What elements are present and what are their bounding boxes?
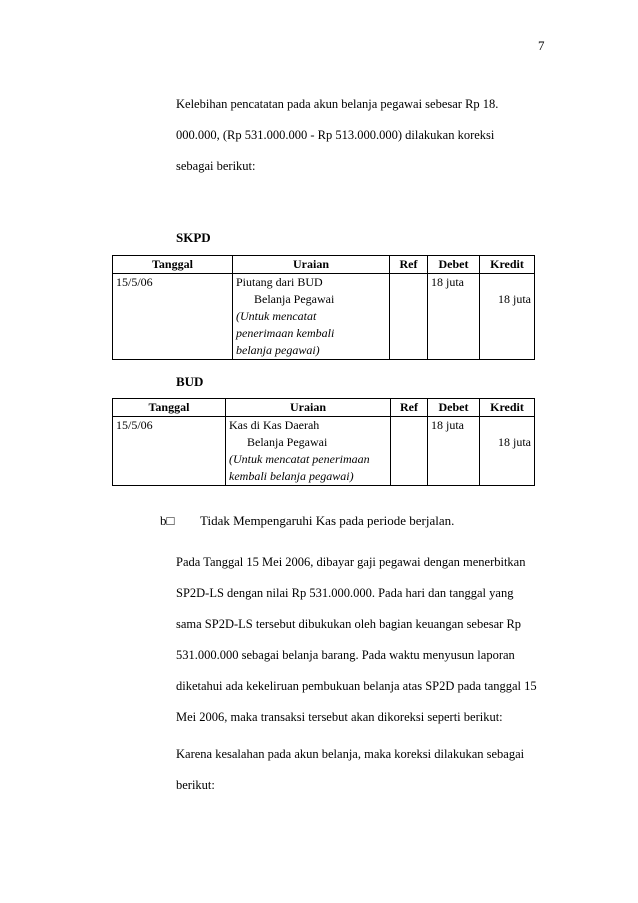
page-number: 7 — [538, 38, 545, 53]
case-line-6: Mei 2006, maka transaksi tersebut akan dikoreksi seperti berikut: — [176, 710, 503, 724]
cell-debet: 18 juta — [428, 417, 480, 486]
point-b — [160, 513, 454, 529]
cell-tanggal: 15/5/06 — [113, 274, 233, 360]
cell-ref — [390, 274, 428, 360]
entry-note-line-1: (Untuk mencatat — [236, 309, 317, 323]
cell-uraian — [226, 417, 391, 486]
credit-account: Belanja Pegawai — [254, 292, 335, 306]
intro-line-3: sebagai berikut: — [176, 159, 256, 173]
cell-uraian — [233, 274, 390, 360]
intro-line-1: Kelebihan pencatatan pada akun belanja pegawai sebesar Rp 18. — [176, 97, 499, 111]
case-line-4: 531.000.000 sebagai belanja barang. Pada waktu menyusun laporan — [176, 648, 515, 662]
cell-kredit — [480, 274, 535, 360]
intro-line-2: 000.000, (Rp 531.000.000 - Rp 513.000.000) dilakukan koreksi — [176, 128, 495, 142]
correction-line-1: Karena kesalahan pada akun belanja, maka koreksi dilakukan sebagai — [176, 747, 525, 761]
col-debet: Debet — [428, 256, 480, 274]
bud-heading: BUD — [176, 374, 204, 389]
table-row — [113, 274, 535, 360]
skpd-heading: SKPD — [176, 230, 211, 245]
skpd-journal-table — [112, 255, 535, 360]
cell-tanggal: 15/5/06 — [113, 417, 226, 486]
point-b-text: Tidak Mempengaruhi Kas pada periode berjalan. — [200, 513, 455, 528]
credit-account: Belanja Pegawai — [247, 435, 328, 449]
case-paragraph — [176, 547, 556, 733]
cell-ref — [391, 417, 428, 486]
case-line-5: diketahui ada kekeliruan pembukuan belanja atas SP2D pada tanggal 15 — [176, 679, 537, 693]
col-debet: Debet — [428, 399, 480, 417]
skpd-header-row — [113, 256, 535, 274]
case-line-2: SP2D-LS dengan nilai Rp 531.000.000. Pada hari dan tanggal yang — [176, 586, 514, 600]
table-row — [113, 417, 535, 486]
debit-account: Kas di Kas Daerah — [229, 418, 320, 432]
case-line-3: sama SP2D-LS tersebut dibukukan oleh bagian keuangan sebesar Rp — [176, 617, 522, 631]
correction-paragraph — [176, 739, 556, 801]
bud-header-row — [113, 399, 535, 417]
col-tanggal: Tanggal — [113, 256, 233, 274]
col-ref: Ref — [390, 256, 428, 274]
bud-journal-table — [112, 398, 535, 486]
cell-debet: 18 juta — [428, 274, 480, 360]
correction-line-2: berikut: — [176, 778, 215, 792]
entry-note-line-2: penerimaan kembali — [236, 326, 335, 340]
col-uraian: Uraian — [233, 256, 390, 274]
kredit-value: 18 juta — [498, 292, 531, 306]
intro-paragraph — [176, 89, 556, 182]
point-b-marker: b□ — [160, 513, 175, 528]
col-kredit: Kredit — [480, 399, 535, 417]
debit-account: Piutang dari BUD — [236, 275, 323, 289]
case-line-1: Pada Tanggal 15 Mei 2006, dibayar gaji pegawai dengan menerbitkan — [176, 555, 526, 569]
col-uraian: Uraian — [226, 399, 391, 417]
entry-note-line-1: (Untuk mencatat penerimaan — [229, 452, 370, 466]
cell-kredit — [480, 417, 535, 486]
col-ref: Ref — [391, 399, 428, 417]
entry-note-line-2: kembali belanja pegawai) — [229, 469, 354, 483]
col-kredit: Kredit — [480, 256, 535, 274]
kredit-value: 18 juta — [498, 435, 531, 449]
entry-note-line-3: belanja pegawai) — [236, 343, 320, 357]
col-tanggal: Tanggal — [113, 399, 226, 417]
